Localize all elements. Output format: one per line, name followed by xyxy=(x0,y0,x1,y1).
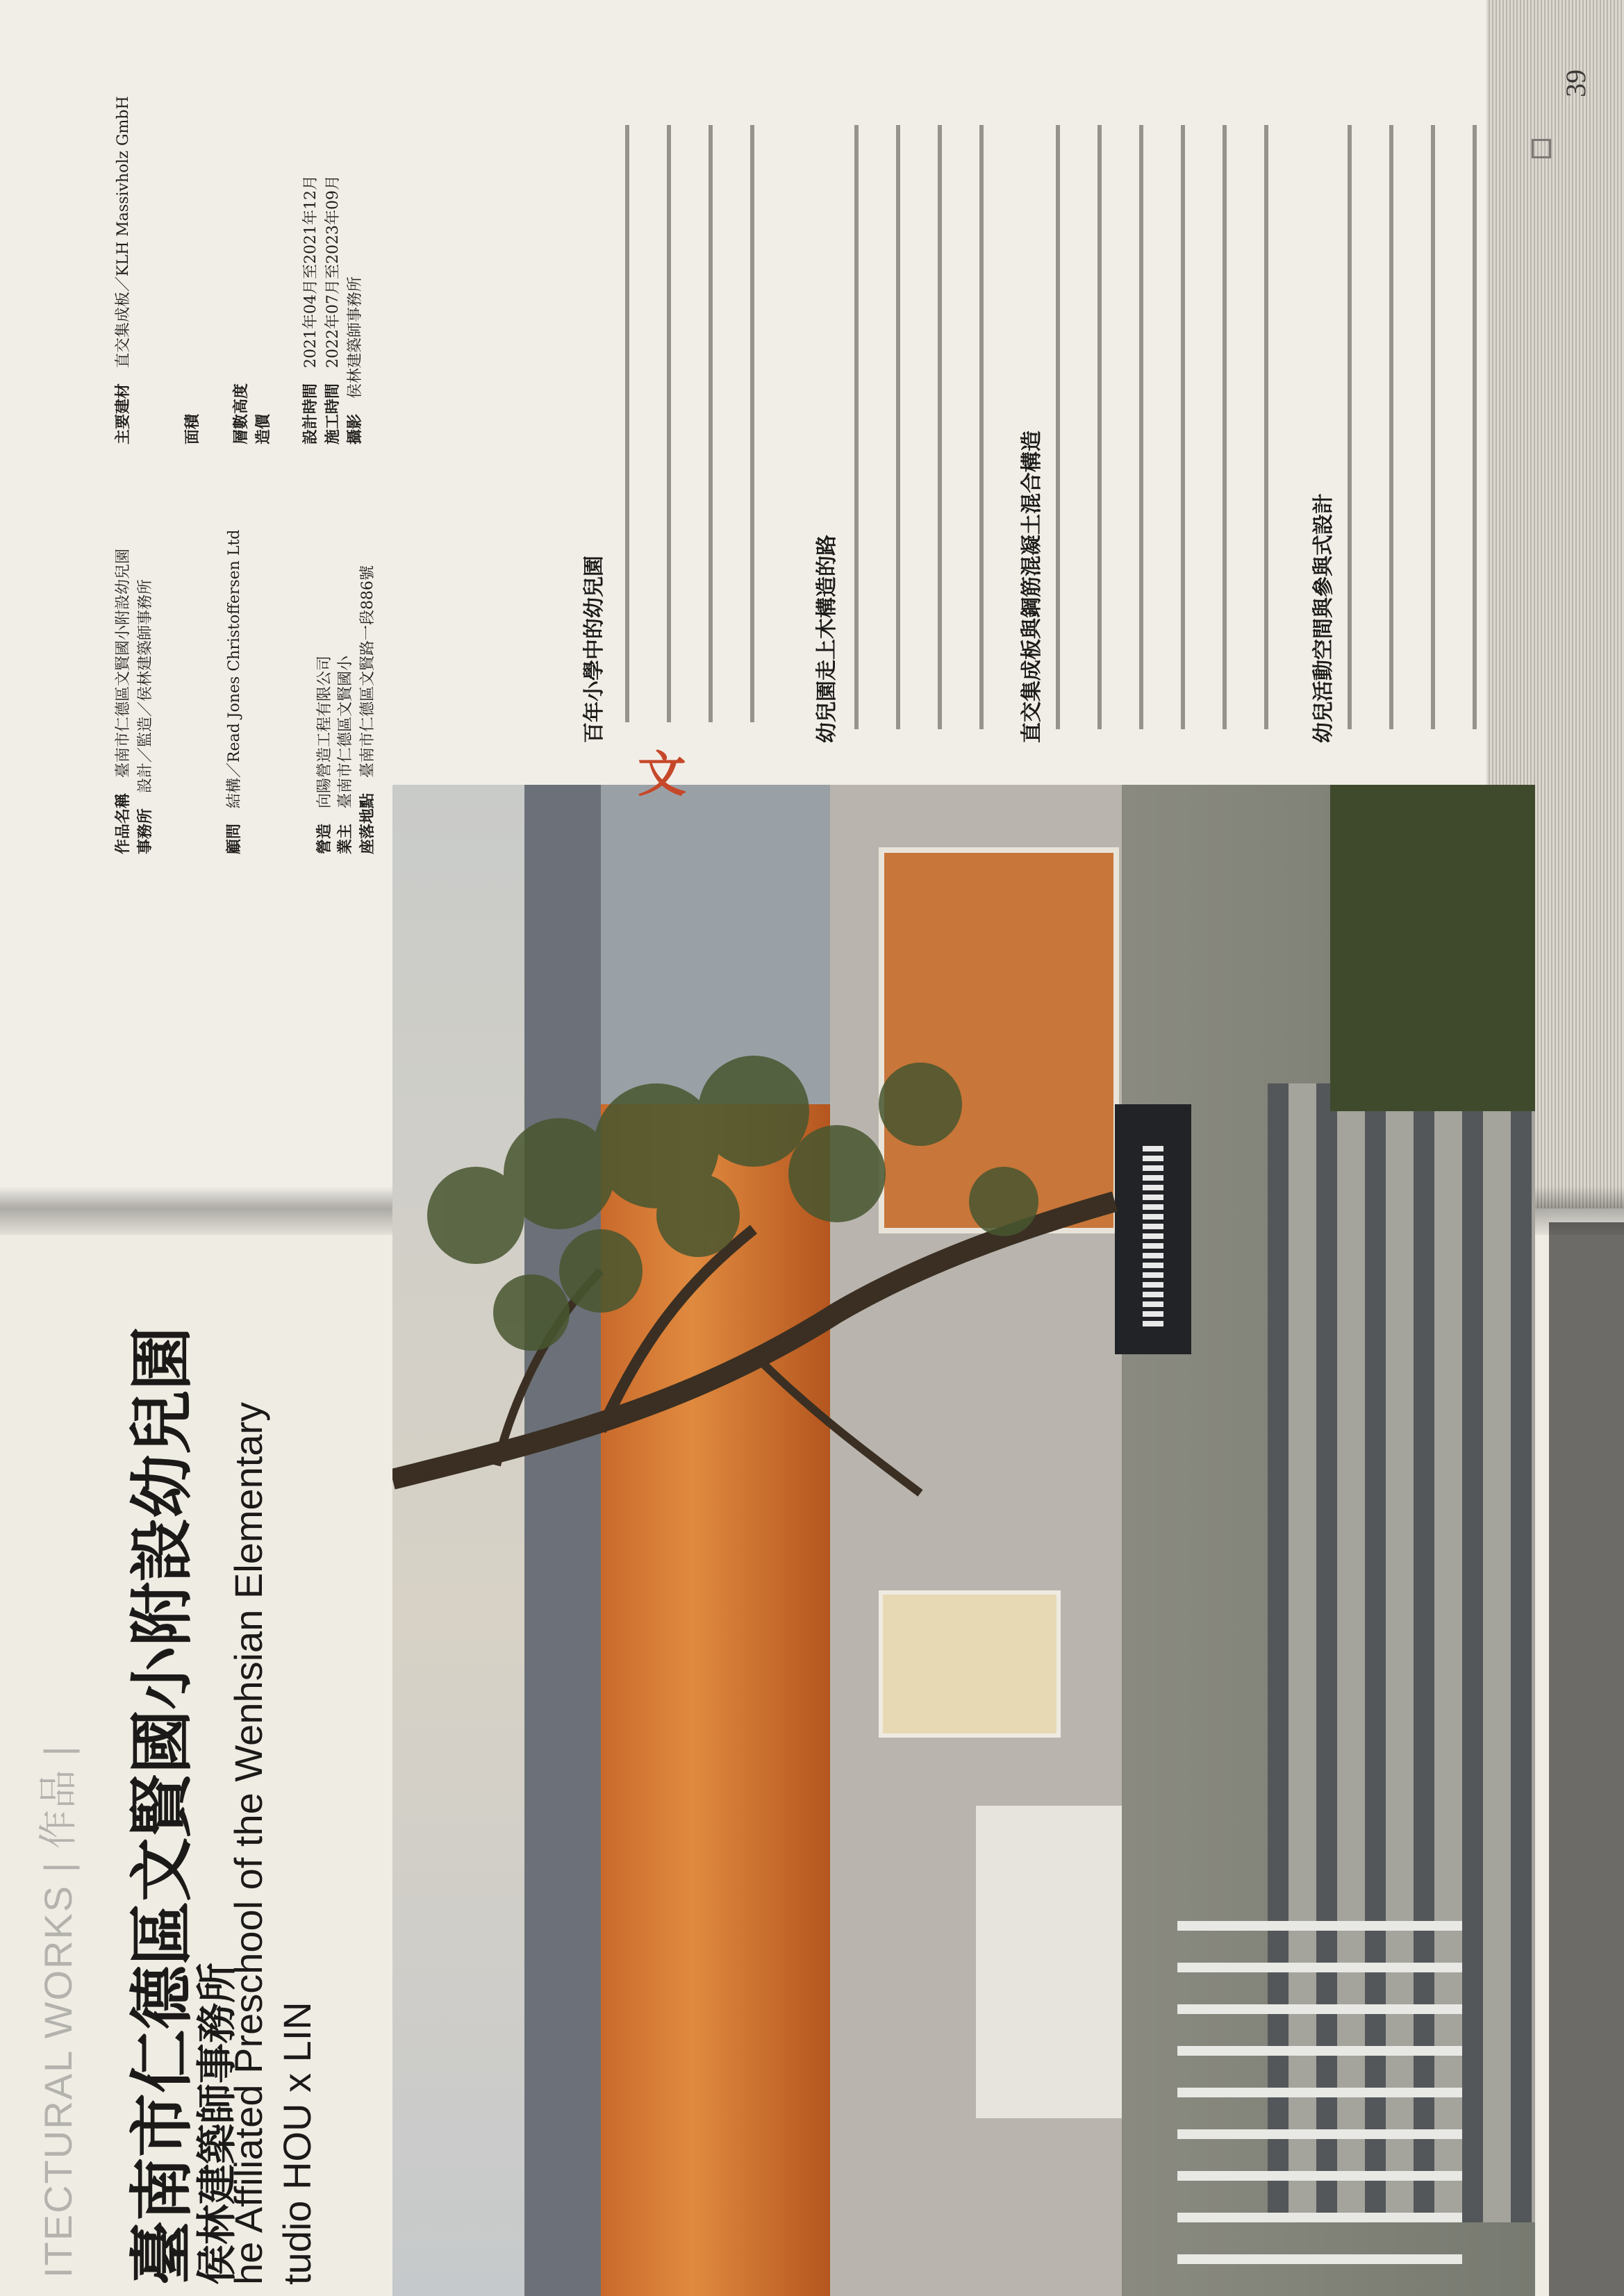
credit-firm: 事務所 設計／監造／侯林建築師事務所 xyxy=(137,579,154,854)
credit-owner: 業主 臺南市仁德區文賢國小 xyxy=(337,655,354,854)
english-studio: tudio HOU x LIN xyxy=(275,2002,319,2285)
credit-cost: 造價 xyxy=(255,413,272,444)
credit-work: 作品名稱 臺南市仁德區文賢國小附設幼兒園 xyxy=(115,548,132,854)
credit-materials: 主要建材 直交集成板／KLH Massivholz GmbH xyxy=(115,96,132,444)
credit-design-time: 設計時間 2021年04月至2021年12月 xyxy=(302,175,320,444)
credit-construction: 營造 向陽營造工程有限公司 xyxy=(316,655,333,854)
heading-hybrid-structure: 直交集成板與鋼筋混凝土混合構造 xyxy=(1020,431,1044,743)
building-photo xyxy=(392,785,1535,2296)
dropcap: 文 xyxy=(638,746,686,803)
section-label: ITECTURAL WORKS | 作品 | xyxy=(36,1745,80,2278)
credit-photo: 攝影 侯林建築師事務所 xyxy=(347,276,364,444)
credit-area: 面積 xyxy=(184,413,201,444)
credit-build-time: 施工時間 2022年07月至2023年09月 xyxy=(324,175,342,444)
corner-mark xyxy=(1532,139,1551,158)
english-title: he Affiliated Preschool of the Wenhsian Elementary xyxy=(226,1401,270,2285)
credit-location: 座落地點 臺南市仁德區文賢路一段886號 xyxy=(359,565,376,854)
heading-century-school: 百年小學中的幼兒園 xyxy=(582,556,606,743)
credit-consultants: 顧問 結構／Read Jones Christoffersen Ltd xyxy=(226,529,243,854)
credit-floors: 層數高度 xyxy=(233,383,250,444)
photo-fence xyxy=(1177,1889,1462,2264)
page-number: 39 xyxy=(1560,69,1591,97)
heading-timber-path: 幼兒園走上木構造的路 xyxy=(815,535,839,743)
heading-participatory-design: 幼兒活動空間與參與式設計 xyxy=(1311,493,1336,743)
firm-name: 侯林建築師事務所 xyxy=(193,1962,240,2285)
page-title: 臺南市仁德區文賢國小附設幼兒園 xyxy=(125,1326,199,2285)
tree-illustration xyxy=(392,785,1535,1618)
